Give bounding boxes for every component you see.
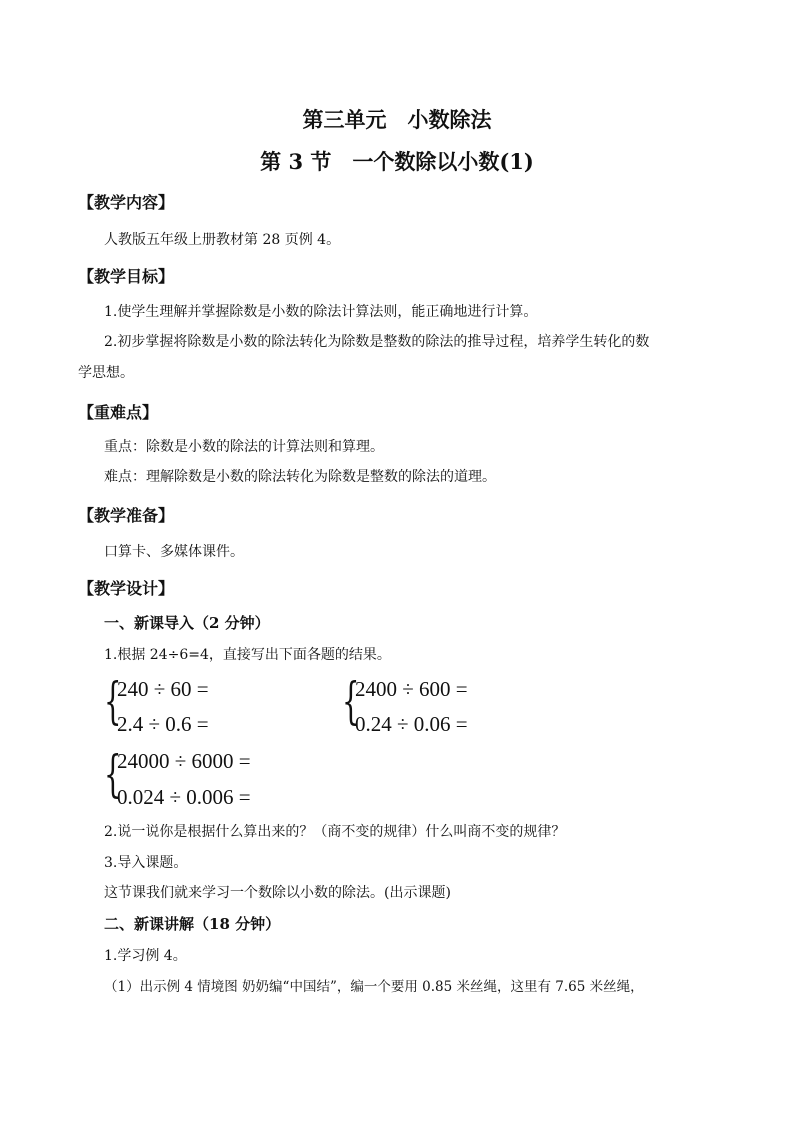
goal-item-1: 1.使学生理解并掌握除数是小数的除法计算法则，能正确地进行计算。 <box>104 304 538 320</box>
part2-detail: （1）出示例 4 情境图 奶奶编“中国结”，编一个要用 0.85 米丝绳，这里有 7.65 米丝绳， <box>104 979 644 995</box>
brace-group-a: { <box>104 672 122 730</box>
heading-teaching-goals: 【教学目标】 <box>78 267 175 286</box>
part1-step3: 3.导入课题。 <box>104 855 188 871</box>
heading-teaching-preparation: 【教学准备】 <box>78 506 175 525</box>
part1-intro: 这节课我们就来学习一个数除以小数的除法。(出示课题) <box>104 885 451 901</box>
key-point-text: 重点：除数是小数的除法的计算法则和算理。 <box>104 439 384 455</box>
goal-item-2-line-1: 2.初步掌握将除数是小数的除法转化为除数是整数的除法的推导过程，培养学生转化的数 <box>104 334 650 350</box>
equation-a2: 2.4 ÷ 0.6 = <box>117 712 209 736</box>
heading-teaching-content: 【教学内容】 <box>78 193 175 212</box>
equation-c1: 24000 ÷ 6000 = <box>117 749 251 773</box>
equation-c2: 0.024 ÷ 0.006 = <box>117 785 251 809</box>
section-title: 第 3 节 一个数除以小数(1) <box>260 149 534 174</box>
part1-title: 一、新课导入（2 分钟） <box>104 614 270 632</box>
equation-b1: 2400 ÷ 600 = <box>355 677 468 701</box>
equation-a1: 240 ÷ 60 = <box>117 677 209 701</box>
unit-title: 第三单元 小数除法 <box>302 107 492 132</box>
goal-item-2-line-2: 学思想。 <box>78 365 134 381</box>
brace-group-b: { <box>342 672 360 730</box>
part2-title: 二、新课讲解（18 分钟） <box>104 915 281 933</box>
brace-group-c: { <box>104 745 122 803</box>
equation-b2: 0.24 ÷ 0.06 = <box>355 712 468 736</box>
heading-key-difficult-points: 【重难点】 <box>78 403 159 422</box>
heading-teaching-design: 【教学设计】 <box>78 579 175 598</box>
difficult-point-text: 难点：理解除数是小数的除法转化为除数是整数的除法的道理。 <box>104 469 496 485</box>
content-text: 人教版五年级上册教材第 28 页例 4。 <box>104 232 341 248</box>
part1-step2: 2.说一说你是根据什么算出来的？（商不变的规律）什么叫商不变的规律？ <box>104 824 566 840</box>
part2-step1: 1.学习例 4。 <box>104 948 187 964</box>
preparation-text: 口算卡、多媒体课件。 <box>104 544 244 560</box>
part1-step1: 1.根据 24÷6=4，直接写出下面各题的结果。 <box>104 647 391 663</box>
